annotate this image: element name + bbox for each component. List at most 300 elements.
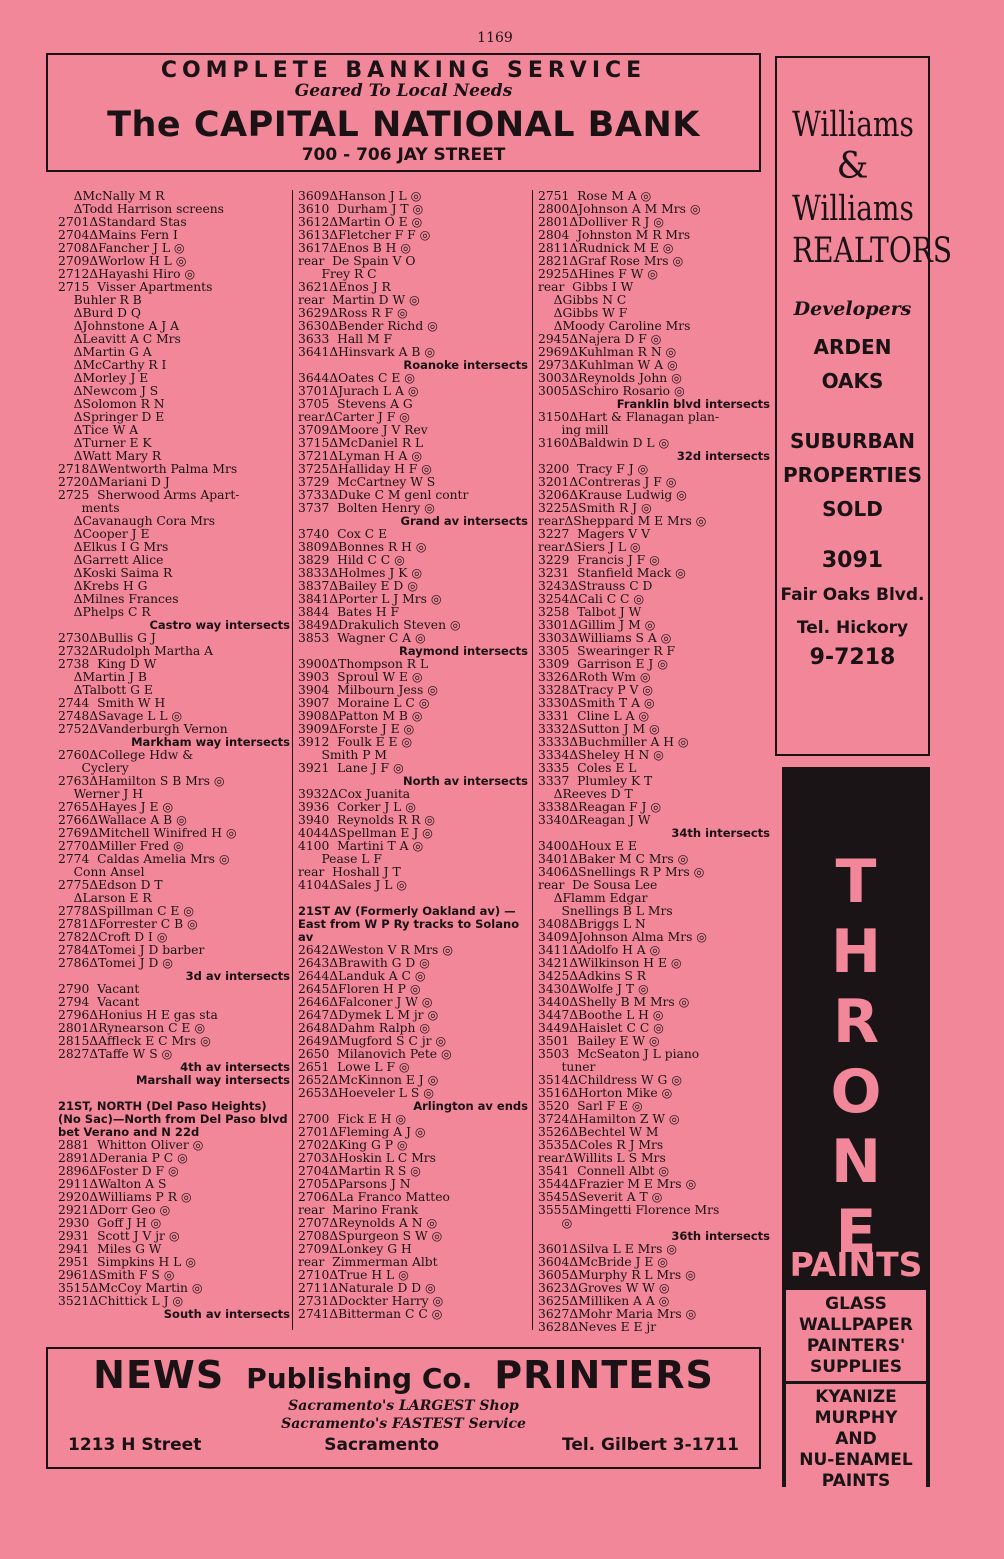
directory-entry: 3521ΔChittick L J ◎ bbox=[58, 1295, 184, 1308]
directory-entry: ΔMoody Caroline Mrs bbox=[538, 320, 691, 333]
directory-entry: 3740 Cox C E bbox=[298, 528, 388, 541]
directory-entry: 2646ΔFalconer J W ◎ bbox=[298, 996, 433, 1009]
directory-entry: 2702ΔKing G P ◎ bbox=[298, 1139, 408, 1152]
directory-entry: ΔCooper J E bbox=[58, 528, 150, 541]
directory-entry: 3303ΔWilliams S A ◎ bbox=[538, 632, 672, 645]
directory-entry: 3334ΔSheley H N ◎ bbox=[538, 749, 664, 762]
directory-column-2 bbox=[298, 190, 528, 1321]
directory-entry: 2781ΔForrester C B ◎ bbox=[58, 918, 198, 931]
directory-entry: 3501 Bailey E W ◎ bbox=[538, 1035, 660, 1048]
directory-entry: 3625ΔMilliken A A ◎ bbox=[538, 1295, 670, 1308]
directory-entry: 2645ΔFloren H P ◎ bbox=[298, 983, 421, 996]
directory-entry: 3909ΔForste J E ◎ bbox=[298, 723, 415, 736]
directory-entry: 3721ΔLyman H A ◎ bbox=[298, 450, 423, 463]
directory-entry: 3903 Sproul W E ◎ bbox=[298, 671, 423, 684]
news-publishing: Publishing Co. bbox=[246, 1362, 473, 1395]
intersection-heading: South av intersects bbox=[163, 1308, 290, 1321]
directory-entry: 2653ΔHoeveler L S ◎ bbox=[298, 1087, 434, 1100]
directory-entry: ΔElkus I G Mrs bbox=[58, 541, 169, 554]
throne-murphy: MURPHY bbox=[814, 1408, 898, 1428]
directory-entry: rear De Sousa Lee bbox=[538, 879, 658, 892]
directory-entry: 3526ΔBechtel W M bbox=[538, 1126, 659, 1139]
directory-entry: rearΔSiers J L ◎ bbox=[538, 541, 641, 554]
directory-entry: ◎ bbox=[538, 1217, 573, 1230]
directory-entry: ΔJohnstone A J A bbox=[58, 320, 179, 333]
directory-entry: 3514ΔChildress W G ◎ bbox=[538, 1074, 682, 1087]
directory-entry: 2708ΔSpurgeon S W ◎ bbox=[298, 1230, 443, 1243]
throne-gilbert: GILBERT 2-0686 bbox=[789, 1541, 923, 1559]
directory-entry: Frey R C bbox=[298, 268, 377, 281]
directory-entry: 3333ΔBuchmiller A H ◎ bbox=[538, 736, 689, 749]
directory-entry: 3604ΔMcBride J E ◎ bbox=[538, 1256, 669, 1269]
directory-entry: 2642ΔWeston V R Mrs ◎ bbox=[298, 944, 453, 957]
directory-entry: 2763ΔHamilton S B Mrs ◎ bbox=[58, 775, 225, 788]
intersection-heading: Arlington av ends bbox=[413, 1100, 528, 1113]
directory-entry: 2751 Rose M A ◎ bbox=[538, 190, 652, 203]
directory-entry: 2896ΔFoster D F ◎ bbox=[58, 1165, 179, 1178]
directory-entry: rear Hoshall J T bbox=[298, 866, 401, 879]
directory-entry: 2925ΔHines F W ◎ bbox=[538, 268, 658, 281]
directory-entry: Conn Ansel bbox=[58, 866, 145, 879]
williams-oaks: OAKS bbox=[821, 369, 884, 393]
directory-entry: 2796ΔHonius H E gas sta bbox=[58, 1009, 218, 1022]
directory-entry: Buhler R B bbox=[58, 294, 142, 307]
directory-entry: 2821ΔGraf Rose Mrs ◎ bbox=[538, 255, 684, 268]
directory-column-3 bbox=[538, 190, 770, 1334]
directory-entry: 2951 Simpkins H L ◎ bbox=[58, 1256, 196, 1269]
directory-entry: 2705ΔParsons J N bbox=[298, 1178, 411, 1191]
directory-entry: 2720ΔMariani D J bbox=[58, 476, 170, 489]
directory-entry: 3907 Moraine L C ◎ bbox=[298, 697, 430, 710]
directory-entry: 3612ΔMartin O E ◎ bbox=[298, 216, 423, 229]
directory-entry: 2712ΔHayashi Hiro ◎ bbox=[58, 268, 196, 281]
directory-entry: 2644ΔLanduk A C ◎ bbox=[298, 970, 426, 983]
directory-entry: 3328ΔTracy P V ◎ bbox=[538, 684, 654, 697]
throne-kyanize: KYANIZE bbox=[815, 1387, 897, 1407]
directory-entry: ΔReeves D T bbox=[538, 788, 633, 801]
directory-entry: 2706ΔLa Franco Matteo bbox=[298, 1191, 450, 1204]
directory-entry: 3335 Coles E L bbox=[538, 762, 637, 775]
directory-entry: 3515ΔMcCoy Martin ◎ bbox=[58, 1282, 203, 1295]
directory-entry: 3610 Durham J T ◎ bbox=[298, 203, 424, 216]
directory-entry: 2709ΔLonkey G H bbox=[298, 1243, 412, 1256]
williams-phone: 9-7218 bbox=[809, 645, 896, 670]
throne-paints-ad bbox=[782, 767, 930, 1559]
bank-ad-name: The CAPITAL NATIONAL BANK bbox=[107, 105, 700, 145]
news-fastest: Sacramento's FASTEST Service bbox=[281, 1416, 526, 1432]
directory-entry: 2774 Caldas Amelia Mrs ◎ bbox=[58, 853, 230, 866]
directory-entry: 3900ΔThompson R L bbox=[298, 658, 429, 671]
directory-entry: 3715ΔMcDaniel R L bbox=[298, 437, 424, 450]
directory-entry: 3908ΔPatton M B ◎ bbox=[298, 710, 423, 723]
directory-entry: 3430ΔWolfe J T ◎ bbox=[538, 983, 649, 996]
directory-entry: 3701ΔJurach L A ◎ bbox=[298, 385, 419, 398]
news-printers: PRINTERS bbox=[494, 1353, 714, 1397]
directory-entry: 2732ΔRudolph Martha A bbox=[58, 645, 214, 658]
directory-entry: 2766ΔWallace A B ◎ bbox=[58, 814, 187, 827]
directory-entry: 3447ΔBoothe L H ◎ bbox=[538, 1009, 664, 1022]
intersection-heading: Marshall way intersects bbox=[136, 1074, 290, 1087]
directory-entry: 3613ΔFletcher F F ◎ bbox=[298, 229, 431, 242]
directory-entry: 3541 Connell Albt ◎ bbox=[538, 1165, 670, 1178]
intersection-heading: Raymond intersects bbox=[399, 645, 528, 658]
directory-entry: 2945ΔNajera D F ◎ bbox=[538, 333, 662, 346]
directory-entry: 3301ΔGillim J M ◎ bbox=[538, 619, 656, 632]
directory-column-1 bbox=[58, 190, 290, 1321]
directory-entry: ΔTice W A bbox=[58, 424, 139, 437]
throne-and: AND bbox=[835, 1429, 877, 1449]
directory-entry: 2715 Visser Apartments bbox=[58, 281, 213, 294]
directory-entry: 3629ΔRoss R F ◎ bbox=[298, 307, 408, 320]
intersection-heading: North av intersects bbox=[402, 775, 528, 788]
directory-entry: 4104ΔSales J L ◎ bbox=[298, 879, 408, 892]
directory-entry: 3617ΔEnos B H ◎ bbox=[298, 242, 412, 255]
directory-entry: 3709ΔMoore J V Rev bbox=[298, 424, 428, 437]
williams-ampersand: & bbox=[836, 146, 869, 187]
directory-entry: 2643ΔBrawith G D ◎ bbox=[298, 957, 430, 970]
bank-ad-address: 700 - 706 JAY STREET bbox=[301, 145, 506, 165]
throne-supplies: SUPPLIES bbox=[810, 1357, 902, 1377]
directory-entry: 2973ΔKuhlman W A ◎ bbox=[538, 359, 678, 372]
directory-entry: ΔBurd D Q bbox=[58, 307, 141, 320]
directory-entry: 2931 Scott J V jr ◎ bbox=[58, 1230, 180, 1243]
directory-entry: 3401ΔBaker M C Mrs ◎ bbox=[538, 853, 689, 866]
bank-ad-headline: COMPLETE BANKING SERVICE bbox=[160, 58, 647, 83]
directory-entry: 3449ΔHaislet C C ◎ bbox=[538, 1022, 664, 1035]
directory-entry: 3408ΔBriggs L N bbox=[538, 918, 646, 931]
directory-entry: rearΔCarter J F ◎ bbox=[298, 411, 410, 424]
directory-entry: 2881 Whitton Oliver ◎ bbox=[58, 1139, 204, 1152]
directory-entry: 2775ΔEdson D T bbox=[58, 879, 163, 892]
directory-entry: 3160ΔBaldwin D L ◎ bbox=[538, 437, 670, 450]
directory-entry: 3544ΔFrazier M E Mrs ◎ bbox=[538, 1178, 697, 1191]
directory-entry: 3849ΔDrakulich Steven ◎ bbox=[298, 619, 461, 632]
directory-entry: 3225ΔSmith R J ◎ bbox=[538, 502, 652, 515]
williams-realtors: REALTORS bbox=[792, 231, 953, 271]
directory-entry: 3331 Cline L A ◎ bbox=[538, 710, 650, 723]
directory-entry: 3705 Stevens A G bbox=[298, 398, 413, 411]
directory-entry: Cyclery bbox=[58, 762, 129, 775]
directory-entry: ΔMilnes Frances bbox=[58, 593, 179, 606]
directory-entry: 3326ΔRoth Wm ◎ bbox=[538, 671, 651, 684]
directory-entry: 2765ΔHayes J E ◎ bbox=[58, 801, 174, 814]
directory-entry: 2652ΔMcKinnon E J ◎ bbox=[298, 1074, 439, 1087]
throne-painters: PAINTERS' bbox=[806, 1336, 906, 1356]
directory-entry: 2784ΔTomei J D barber bbox=[58, 944, 205, 957]
directory-entry: 3150ΔHart & Flanagan plan- bbox=[538, 411, 720, 424]
directory-entry: ΔWatt Mary R bbox=[58, 450, 162, 463]
throne-footer bbox=[782, 1505, 930, 1559]
directory-entry: 3936 Corker J L ◎ bbox=[298, 801, 416, 814]
directory-entry: Pease L F bbox=[298, 853, 382, 866]
directory-entry: 3231 Stanfield Mack ◎ bbox=[538, 567, 686, 580]
directory-entry: 3516ΔHorton Mike ◎ bbox=[538, 1087, 673, 1100]
directory-entry: Snellings B L Mrs bbox=[538, 905, 673, 918]
directory-entry: 2701ΔStandard Stas bbox=[58, 216, 187, 229]
throne-paints-2: PAINTS bbox=[821, 1471, 891, 1491]
williams-developers: Developers bbox=[793, 298, 912, 320]
directory-entry: 3841ΔPorter L J Mrs ◎ bbox=[298, 593, 442, 606]
intersection-heading: Franklin blvd intersects bbox=[616, 398, 770, 411]
column-divider bbox=[532, 190, 533, 1330]
directory-entry: 2827ΔTaffe W S ◎ bbox=[58, 1048, 173, 1061]
directory-entry: 2941 Miles G W bbox=[58, 1243, 162, 1256]
directory-entry: 2815ΔAffleck E C Mrs ◎ bbox=[58, 1035, 211, 1048]
directory-entry: 3601ΔSilva L E Mrs ◎ bbox=[538, 1243, 678, 1256]
directory-entry: rear Gibbs I W bbox=[538, 281, 634, 294]
directory-entry: Werner J H bbox=[58, 788, 143, 801]
directory-entry: 3609ΔHanson J L ◎ bbox=[298, 190, 422, 203]
directory-entry: 2738 King D W bbox=[58, 658, 157, 671]
directory-entry: ΔFlamm Edgar bbox=[538, 892, 648, 905]
throne-address: 1014 18TH bbox=[807, 1504, 905, 1523]
directory-entry: ΔMartin J B bbox=[58, 671, 147, 684]
intersection-heading: 4th av intersects bbox=[180, 1061, 290, 1074]
directory-entry: 3733ΔDuke C M genl contr bbox=[298, 489, 469, 502]
directory-entry: rearΔWillits L S Mrs bbox=[538, 1152, 666, 1165]
williams-name-2: Williams bbox=[792, 189, 914, 229]
directory-entry: 2770ΔMiller Fred ◎ bbox=[58, 840, 184, 853]
directory-entry: 3003ΔReynolds John ◎ bbox=[538, 372, 682, 385]
directory-entry: 3627ΔMohr Maria Mrs ◎ bbox=[538, 1308, 697, 1321]
directory-entry: 3725ΔHalliday H F ◎ bbox=[298, 463, 432, 476]
throne-paints: PAINTS bbox=[789, 1245, 923, 1284]
directory-entry: 3440ΔShelly B M Mrs ◎ bbox=[538, 996, 690, 1009]
directory-entry: 3535ΔColes R J Mrs bbox=[538, 1139, 664, 1152]
directory-entry: 3206ΔKrause Ludwig ◎ bbox=[538, 489, 687, 502]
directory-entry: 2649ΔMugford S C jr ◎ bbox=[298, 1035, 447, 1048]
directory-entry: 3305 Swearinger R F bbox=[538, 645, 676, 658]
directory-entry: 2786ΔTomei J D ◎ bbox=[58, 957, 173, 970]
directory-entry: 3337 Plumley K T bbox=[538, 775, 653, 788]
williams-realtors-ad bbox=[775, 56, 953, 756]
directory-entry: 3809ΔBonnes R H ◎ bbox=[298, 541, 427, 554]
news-city: Sacramento bbox=[324, 1435, 440, 1455]
directory-entry: 3555ΔMingetti Florence Mrs bbox=[538, 1204, 720, 1217]
directory-entry: rear De Spain V O bbox=[298, 255, 416, 268]
directory-entry: 3621ΔEnos J R bbox=[298, 281, 391, 294]
intersection-heading: Grand av intersects bbox=[400, 515, 528, 528]
directory-entry: tuner bbox=[538, 1061, 596, 1074]
directory-entry: 3421ΔWilkinson H E ◎ bbox=[538, 957, 682, 970]
directory-entry: 2718ΔWentworth Palma Mrs bbox=[58, 463, 238, 476]
directory-entry: 3641ΔHinsvark A B ◎ bbox=[298, 346, 436, 359]
directory-entry: 2811ΔRudnick M E ◎ bbox=[538, 242, 674, 255]
directory-entry: 3411ΔAdolfo H A ◎ bbox=[538, 944, 661, 957]
directory-entry: ΔTalbott G E bbox=[58, 684, 153, 697]
directory-entry: 2752ΔVanderburgh Vernon bbox=[58, 723, 228, 736]
directory-entry: 3644ΔOates C E ◎ bbox=[298, 372, 415, 385]
directory-entry: ΔCavanaugh Cora Mrs bbox=[58, 515, 216, 528]
directory-entry: 3200 Tracy F J ◎ bbox=[538, 463, 649, 476]
directory-entry: 2790 Vacant bbox=[58, 983, 140, 996]
news-largest: Sacramento's LARGEST Shop bbox=[288, 1398, 519, 1414]
directory-entry: 2920ΔWilliams P R ◎ bbox=[58, 1191, 192, 1204]
directory-entry: ΔKoski Saima R bbox=[58, 567, 173, 580]
directory-entry: 2730ΔBullis G J bbox=[58, 632, 156, 645]
directory-entry: 3258 Talbot J W bbox=[538, 606, 642, 619]
directory-entry: 2741ΔBitterman C C ◎ bbox=[298, 1308, 443, 1321]
directory-entry: 3243ΔStrauss C D bbox=[538, 580, 653, 593]
directory-entry: 2782ΔCroft D I ◎ bbox=[58, 931, 168, 944]
directory-entry: 3623ΔGroves W W ◎ bbox=[538, 1282, 670, 1295]
directory-entry: 3340ΔReagan J W bbox=[538, 814, 651, 827]
directory-entry: 2769ΔMitchell Winifred H ◎ bbox=[58, 827, 237, 840]
directory-entry: 3520 Sarl F E ◎ bbox=[538, 1100, 643, 1113]
williams-name-1: Williams bbox=[792, 105, 914, 145]
directory-entry: ΔLarson E R bbox=[58, 892, 152, 905]
directory-entry: 3605ΔMurphy R L Mrs ◎ bbox=[538, 1269, 696, 1282]
directory-entry: ΔSpringer D E bbox=[58, 411, 165, 424]
throne-letters: THRONE bbox=[821, 847, 891, 1267]
directory-entry: ΔSolomon R N bbox=[58, 398, 165, 411]
directory-entry: 2707ΔReynolds A N ◎ bbox=[298, 1217, 438, 1230]
directory-entry: 3227 Magers V V bbox=[538, 528, 650, 541]
directory-entry: 2651 Lowe L F ◎ bbox=[298, 1061, 410, 1074]
directory-entry: 2700 Fick E H ◎ bbox=[298, 1113, 407, 1126]
street-heading: 21ST AV (Formerly Oakland av) — East from W P Ry tracks to Solano av bbox=[298, 904, 520, 944]
directory-entry: 4044ΔSpellman E J ◎ bbox=[298, 827, 433, 840]
directory-entry: 2708ΔFancher J L ◎ bbox=[58, 242, 185, 255]
directory-entry: 3837ΔBailey E D ◎ bbox=[298, 580, 418, 593]
news-publishing-ad bbox=[46, 1347, 761, 1469]
directory-entry: 2804 Johnston M R Mrs bbox=[538, 229, 691, 242]
directory-entry: 2648ΔDahm Ralph ◎ bbox=[298, 1022, 431, 1035]
williams-suburban: SUBURBAN bbox=[790, 429, 915, 453]
directory-entry: 2800ΔJohnson A M Mrs ◎ bbox=[538, 203, 701, 216]
directory-entry: 2701ΔFleming A J ◎ bbox=[298, 1126, 426, 1139]
directory-entry: 4100 Martini T A ◎ bbox=[298, 840, 424, 853]
directory-entry: 2725 Sherwood Arms Apart- bbox=[58, 489, 240, 502]
directory-entry: 2703ΔHoskin L C Mrs bbox=[298, 1152, 436, 1165]
directory-entry: 3729 McCartney W S bbox=[298, 476, 436, 489]
intersection-heading: Castro way intersects bbox=[149, 619, 290, 632]
directory-entry: 3921 Lane J F ◎ bbox=[298, 762, 404, 775]
directory-entry: ing mill bbox=[538, 424, 609, 437]
directory-entry: 2709ΔWorlow H L ◎ bbox=[58, 255, 187, 268]
directory-entry: 2921ΔDorr Geo ◎ bbox=[58, 1204, 171, 1217]
directory-entry: ments bbox=[58, 502, 120, 515]
intersection-heading: 32d intersects bbox=[676, 450, 770, 463]
intersection-heading: 36th intersects bbox=[671, 1230, 770, 1243]
directory-entry: ΔMcCarthy R I bbox=[58, 359, 167, 372]
directory-entry: 3254ΔCali C C ◎ bbox=[538, 593, 645, 606]
directory-entry: 3932ΔCox Juanita bbox=[298, 788, 411, 801]
williams-sold: SOLD bbox=[822, 497, 883, 521]
directory-entry: 3724ΔHamilton Z W ◎ bbox=[538, 1113, 680, 1126]
williams-arden: ARDEN bbox=[813, 335, 892, 359]
throne-glass: GLASS bbox=[825, 1294, 887, 1314]
directory-entry: ΔMcNally M R bbox=[58, 190, 165, 203]
directory-entry: 3628ΔNeves E E jr bbox=[538, 1321, 657, 1334]
directory-entry: ΔTodd Harrison screens bbox=[58, 203, 224, 216]
directory-entry: 2801ΔRynearson C E ◎ bbox=[58, 1022, 206, 1035]
directory-entry: 2710ΔTrue H L ◎ bbox=[298, 1269, 409, 1282]
directory-entry: 3332ΔSutton J M ◎ bbox=[538, 723, 660, 736]
directory-entry: 2778ΔSpillman C E ◎ bbox=[58, 905, 195, 918]
directory-entry: 2711ΔNaturale D D ◎ bbox=[298, 1282, 436, 1295]
directory-entry: ΔMartin G A bbox=[58, 346, 152, 359]
directory-entry: rear Marino Frank bbox=[298, 1204, 419, 1217]
directory-entry: 3005ΔSchiro Rosario ◎ bbox=[538, 385, 685, 398]
williams-properties: PROPERTIES bbox=[782, 463, 923, 487]
directory-entry: ΔTurner E K bbox=[58, 437, 152, 450]
williams-street: Fair Oaks Blvd. bbox=[780, 585, 925, 605]
street-heading: 21ST, NORTH (Del Paso Heights) (No Sac)—North from Del Paso blvd bet Verano and N 22d bbox=[58, 1099, 288, 1139]
directory-entry: 3912 Foulk E E ◎ bbox=[298, 736, 413, 749]
directory-entry: ΔKrebs H G bbox=[58, 580, 148, 593]
directory-entry: ΔGarrett Alice bbox=[58, 554, 164, 567]
directory-entry: ΔLeavitt A C Mrs bbox=[58, 333, 181, 346]
directory-entry: 2794 Vacant bbox=[58, 996, 140, 1009]
directory-entry: ΔNewcom J S bbox=[58, 385, 159, 398]
directory-entry: 2961ΔSmith F S ◎ bbox=[58, 1269, 175, 1282]
williams-street-number: 3091 bbox=[821, 548, 884, 573]
directory-entry: 3630ΔBender Richd ◎ bbox=[298, 320, 438, 333]
directory-entry: 2969ΔKuhlman R N ◎ bbox=[538, 346, 677, 359]
directory-entry: rearΔSheppard M E Mrs ◎ bbox=[538, 515, 707, 528]
directory-entry: ΔGibbs W F bbox=[538, 307, 628, 320]
directory-entry: 3309 Garrison E J ◎ bbox=[538, 658, 668, 671]
directory-entry: 3633 Hall M F bbox=[298, 333, 392, 346]
directory-entry: 2891ΔDerania P C ◎ bbox=[58, 1152, 188, 1165]
directory-entry: 3833ΔHolmes J K ◎ bbox=[298, 567, 423, 580]
directory-entry: 3737 Bolten Henry ◎ bbox=[298, 502, 435, 515]
column-divider bbox=[292, 190, 293, 1330]
directory-entry: 3409ΔJohnson Alma Mrs ◎ bbox=[538, 931, 708, 944]
directory-entry: ΔPhelps C R bbox=[58, 606, 151, 619]
directory-entry: Smith P M bbox=[298, 749, 388, 762]
williams-tel: Tel. Hickory bbox=[796, 618, 909, 638]
directory-entry: 2760ΔCollege Hdw & bbox=[58, 749, 194, 762]
intersection-heading: Roanoke intersects bbox=[403, 359, 528, 372]
directory-entry: 2704ΔMains Fern I bbox=[58, 229, 178, 242]
directory-entry: ΔMorley J E bbox=[58, 372, 149, 385]
directory-entry: 3201ΔContreras J F ◎ bbox=[538, 476, 677, 489]
directory-entry: 3829 Hild C C ◎ bbox=[298, 554, 405, 567]
intersection-heading: 34th intersects bbox=[671, 827, 770, 840]
directory-entry: 3853 Wagner C A ◎ bbox=[298, 632, 426, 645]
bank-ad bbox=[46, 53, 761, 172]
directory-entry: 3545ΔSeverit A T ◎ bbox=[538, 1191, 663, 1204]
directory-entry: 3229 Francis J F ◎ bbox=[538, 554, 660, 567]
throne-products-box bbox=[786, 1290, 926, 1495]
intersection-heading: Markham way intersects bbox=[131, 736, 290, 749]
throne-dial: DIAL bbox=[836, 1523, 876, 1541]
directory-entry: 2731ΔDockter Harry ◎ bbox=[298, 1295, 444, 1308]
directory-entry: 3330ΔSmith T A ◎ bbox=[538, 697, 655, 710]
bank-ad-tagline: Geared To Local Needs bbox=[294, 81, 513, 101]
directory-entry: 3940 Reynolds R R ◎ bbox=[298, 814, 436, 827]
directory-entry: 2911ΔWalton A S bbox=[58, 1178, 167, 1191]
page-number: 1169 bbox=[477, 30, 513, 46]
directory-entry: 2650 Milanovich Pete ◎ bbox=[298, 1048, 452, 1061]
directory-entry: 3406ΔSnellings R P Mrs ◎ bbox=[538, 866, 705, 879]
directory-entry: 3425ΔAdkins S R bbox=[538, 970, 647, 983]
directory-entry: 3503 McSeaton J L piano bbox=[538, 1048, 700, 1061]
intersection-heading: 3d av intersects bbox=[185, 970, 290, 983]
directory-entry: ΔGibbs N C bbox=[538, 294, 627, 307]
throne-nuenamel: NU-ENAMEL bbox=[799, 1450, 913, 1470]
directory-entry: 3904 Milbourn Jess ◎ bbox=[298, 684, 438, 697]
directory-entry: rear Martin D W ◎ bbox=[298, 294, 420, 307]
directory-entry: 3400ΔHoux E E bbox=[538, 840, 637, 853]
directory-entry: 2744 Smith W H bbox=[58, 697, 166, 710]
news-word: NEWS bbox=[93, 1353, 225, 1397]
news-street: 1213 H Street bbox=[68, 1435, 202, 1455]
news-tel: Tel. Gilbert 3-1711 bbox=[561, 1435, 739, 1455]
directory-entry: 2930 Goff J H ◎ bbox=[58, 1217, 162, 1230]
